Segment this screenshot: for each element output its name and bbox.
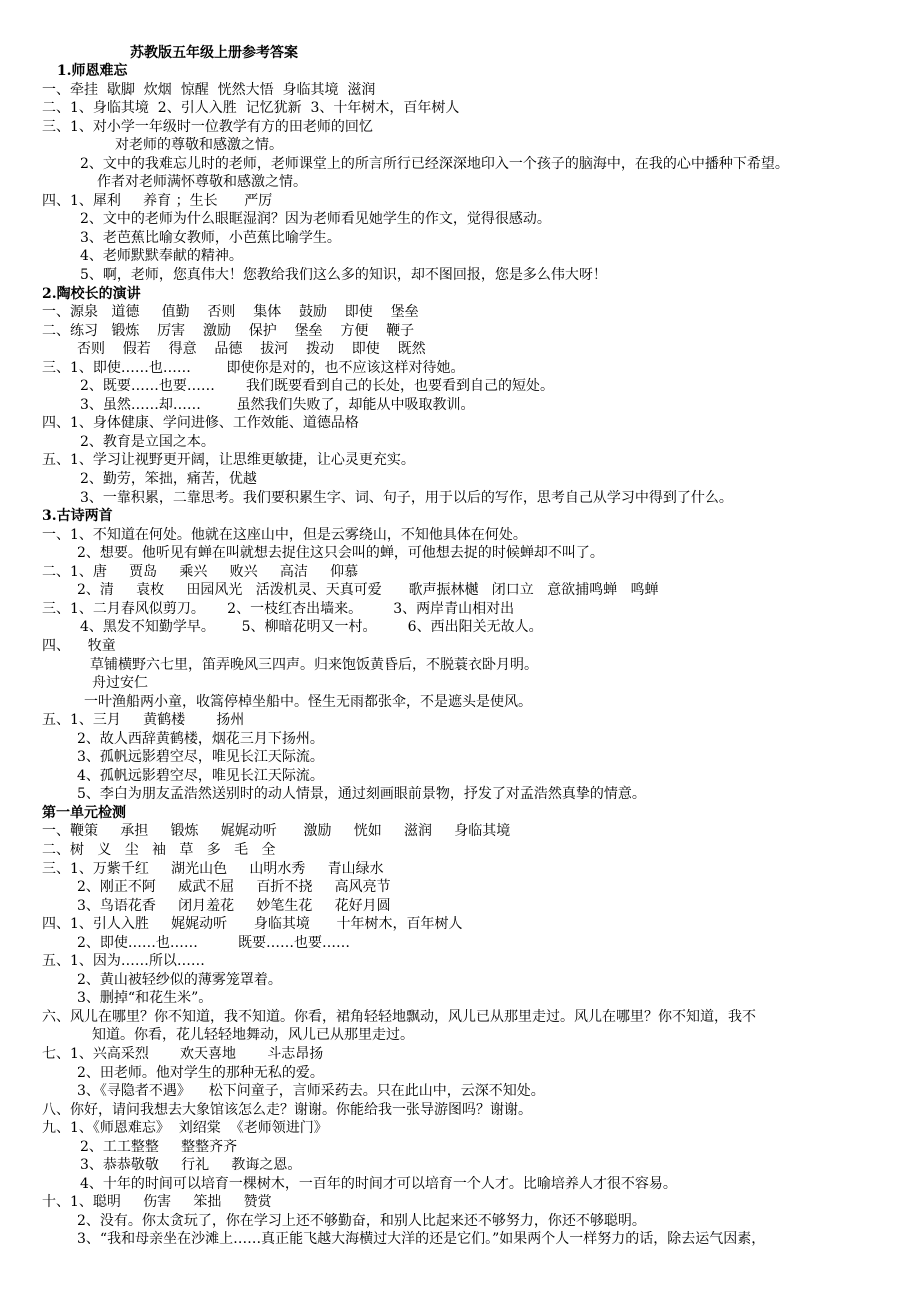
answer-line: 3、虽然……却…… 虽然我们失败了，却能从中吸取教训。 [80, 396, 475, 413]
answer-line: 2、教育是立国之本。 [80, 433, 215, 450]
answer-line: 4、孤帆远影碧空尽，唯见长江天际流。 [77, 767, 324, 784]
answer-line: 一、1、不知道在何处。他就在这座山中，但是云雾绕山，不知他具体在何处。 [42, 526, 527, 543]
answer-line: 四、1、引人入胜 娓娓动听 身临其境 十年树木，百年树人 [42, 916, 463, 933]
answer-line: 5、啊，老师，您真伟大！您教给我们这么多的知识，却不图回报，您是多么伟大呀！ [80, 267, 607, 284]
answer-line: 否则 假若 得意 品德 拔河 拨动 即使 既然 [77, 341, 426, 358]
answer-line: 2、即使……也…… 既要……也要…… [77, 934, 350, 951]
document-title: 苏教版五年级上册参考答案 [130, 45, 298, 61]
answer-line: 二、树 义 尘 袖 草 多 毛 全 [42, 841, 276, 858]
answer-line: 三、1、万紫千红 湖光山色 山明水秀 青山绿水 [42, 860, 384, 877]
answer-line: 2、没有。你太贪玩了，你在学习上还不够勤奋，和别人比起来还不够努力，你还不够聪明。 [77, 1212, 646, 1229]
section-heading: 第一单元检测 [42, 804, 126, 821]
answer-line: 3、老芭蕉比喻女教师，小芭蕉比喻学生。 [80, 229, 341, 246]
answer-line: 2、既要……也要…… 我们既要看到自己的长处，也要看到自己的短处。 [80, 378, 555, 395]
answer-line: 4、黑发不知勤学早。 5、柳暗花明又一村。 6、西出阳关无故人。 [80, 619, 543, 636]
answer-line: 3、恭恭敬敬 行礼 教诲之恩。 [80, 1157, 302, 1174]
answer-line: 知道。你看，花儿轻轻地舞动，风儿已从那里走过。 [92, 1027, 414, 1044]
answer-line: 三、1、对小学一年级时一位教学有方的田老师的回忆 [42, 118, 373, 135]
answer-line: 对老师的尊敬和感激之情。 [115, 137, 283, 154]
answer-line: 4、十年的时间可以培育一棵树木，一百年的时间才可以培育一个人才。比喻培养人才很不容易。 [80, 1175, 677, 1192]
answer-list [0, 62, 920, 1249]
answer-line: 八、你好，请问我想去大象馆该怎么走？谢谢。你能给我一张导游图吗？谢谢。 [42, 1101, 532, 1118]
answer-line: 3、“我和母亲坐在沙滩上……真正能飞越大海横过大洋的还是它们。”如果两个人一样努力的话，除去运气因素， [77, 1231, 766, 1248]
answer-line: 2、清 袁枚 田园风光 活泼机灵、天真可爱 歌声振林樾 闭口立 意欲捕鸣蝉 鸣蝉 [77, 582, 659, 599]
answer-line: 三、1、即使……也…… 即使你是对的，也不应该这样对待她。 [42, 359, 465, 376]
answer-line: 一、牵挂 歇脚 炊烟 惊醒 恍然大悟 身临其境 滋润 [42, 81, 376, 98]
answer-line: 四、1、身体健康、学问进修、工作效能、道德品格 [42, 415, 359, 432]
section-heading: 3.古诗两首 [42, 508, 113, 525]
answer-line: 作者对老师满怀尊敬和感激之情。 [97, 174, 307, 191]
answer-line: 2、刚正不阿 威武不屈 百折不挠 高风亮节 [77, 879, 391, 896]
answer-line: 一叶渔船两小童，收篙停棹坐船中。怪生无雨都张伞，不是遮头是使风。 [84, 693, 532, 710]
answer-line: 2、工工整整 整整齐齐 [80, 1138, 238, 1155]
answer-line: 三、1、二月春风似剪刀。 2、一枝红杏出墙来。 3、两岸青山相对出 [42, 600, 515, 617]
answer-line: 2、勤劳，笨拙，痛苦，优越 [80, 471, 257, 488]
answer-line: 二、1、唐 贾岛 乘兴 败兴 高洁 仰慕 [42, 563, 359, 580]
answer-line: 舟过安仁 [92, 675, 148, 692]
answer-line: 五、1、三月 黄鹤楼 扬州 [42, 712, 245, 729]
answer-line: 2、黄山被轻纱似的薄雾笼罩着。 [77, 971, 282, 988]
section-heading: 2.陶校长的演讲 [42, 285, 141, 302]
answer-line: 五、1、因为……所以…… [42, 953, 205, 970]
answer-line: 四、 牧童 [42, 637, 116, 654]
answer-line: 5、李白为朋友孟浩然送别时的动人情景，通过刻画眼前景物，抒发了对孟浩然真挚的情意。 [77, 786, 646, 803]
answer-line: 2、故人西辞黄鹤楼，烟花三月下扬州。 [77, 730, 324, 747]
answer-line: 3、孤帆远影碧空尽，唯见长江天际流。 [77, 749, 324, 766]
answer-line: 四、1、犀利 养育 ；生长 严厉 [42, 192, 273, 209]
answer-line: 二、1、身临其境 2、引人入胜 记忆犹新 3、十年树木，百年树人 [42, 100, 460, 117]
section-heading: 1.师恩难忘 [52, 63, 128, 79]
answer-line: 3、《寻隐者不遇》 松下问童子，言师采药去。只在此山中，云深不知处。 [77, 1083, 545, 1100]
answer-line: 2、文中的老师为什么眼眶湿润？因为老师看见她学生的作文，觉得很感动。 [80, 211, 551, 228]
answer-line: 草铺横野六七里，笛弄晚风三四声。归来饱饭黄昏后，不脱蓑衣卧月明。 [90, 656, 538, 673]
answer-line: 4、老师默默奉献的精神。 [80, 248, 243, 265]
answer-line: 九、1、《师恩难忘》 刘绍棠 《老师领进门》 [42, 1120, 328, 1137]
answer-line: 六、风儿在哪里？你不知道，我不知道。你看，裙角轻轻地飘动，风儿已从那里走过。风儿在哪里？你不知道，我不 [42, 1008, 756, 1025]
answer-line: 2、田老师。他对学生的那种无私的爱。 [77, 1064, 324, 1081]
answer-line: 五、1、学习让视野更开阔，让思维更敏捷，让心灵更充实。 [42, 452, 415, 469]
answer-line: 3、鸟语花香 闭月羞花 妙笔生花 花好月圆 [77, 897, 391, 914]
answer-line: 一、源泉 道德 值勤 否则 集体 鼓励 即使 堡垒 [42, 304, 419, 321]
answer-line: 十、1、聪明 伤害 笨拙 赞赏 [42, 1194, 272, 1211]
answer-line: 2、文中的我难忘儿时的老师，老师课堂上的所言所行已经深深地印入一个孩子的脑海中，在我的心中播种下希望。 [80, 155, 789, 172]
answer-line: 二、练习 锻炼 厉害 激励 保护 堡垒 方便 鞭子 [42, 322, 415, 339]
answer-line: 3、一靠积累，二靠思考。我们要积累生字、词、句子，用于以后的写作，思考自己从学习中得到了什么。 [80, 489, 733, 506]
answer-line: 七、1、兴高采烈 欢天喜地 斗志昂扬 [42, 1045, 324, 1062]
answer-line: 一、鞭策 承担 锻炼 娓娓动听 激励 恍如 滋润 身临其境 [42, 823, 511, 840]
answer-line: 2、想要。他听见有蝉在叫就想去捉住这只会叫的蝉，可他想去捉的时候蝉却不叫了。 [77, 545, 604, 562]
answer-line: 3、删掉“和花生米”。 [77, 990, 213, 1007]
